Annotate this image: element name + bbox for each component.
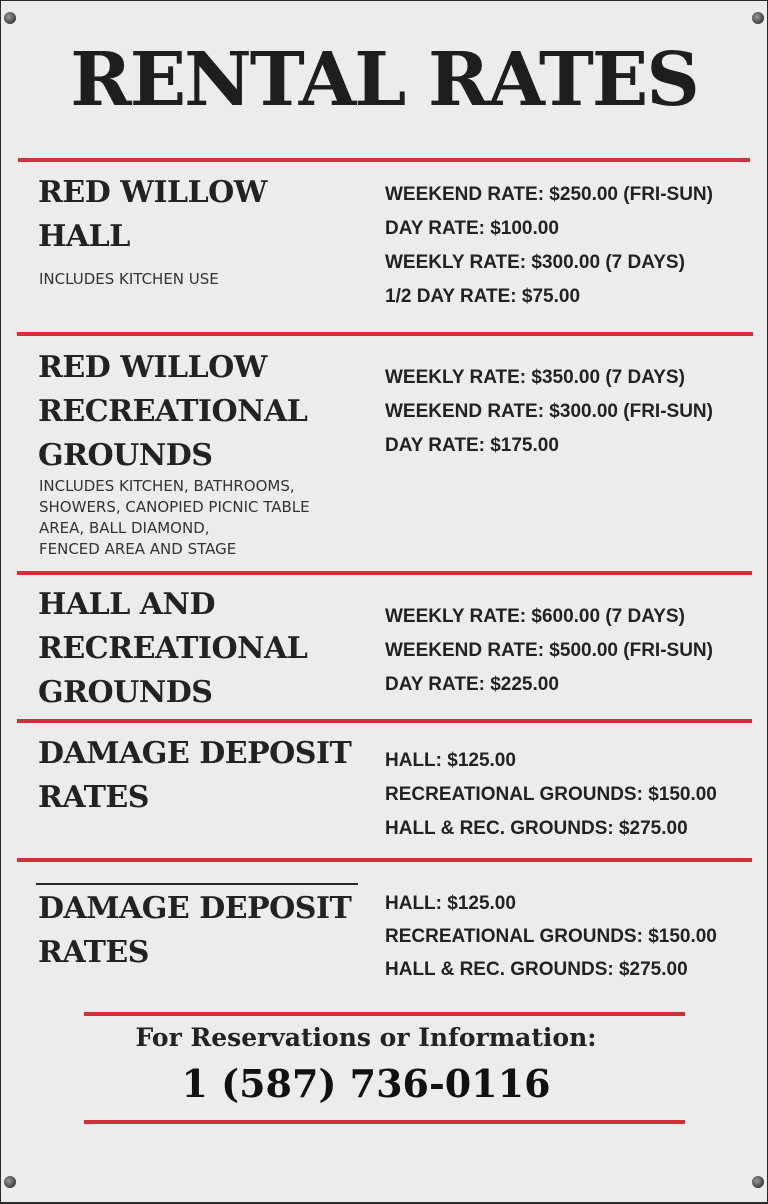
note-line: AREA, BALL DIAMOND, bbox=[39, 519, 210, 537]
section-name-line: DAMAGE DEPOSIT bbox=[38, 736, 352, 771]
rate-item: RECREATIONAL GROUNDS: $150.00 bbox=[385, 926, 717, 947]
section-name-line: RED WILLOW bbox=[38, 175, 267, 210]
section-note-hall: INCLUDES KITCHEN USE bbox=[39, 270, 219, 288]
section-name-line: HALL AND bbox=[38, 587, 215, 622]
section-name-line: RATES bbox=[38, 935, 149, 970]
screw-icon bbox=[4, 12, 16, 24]
section-divider bbox=[17, 332, 753, 336]
note-line: SHOWERS, CANOPIED PICNIC TABLE bbox=[39, 498, 310, 516]
section-name-line: RED WILLOW bbox=[38, 350, 267, 385]
section-divider bbox=[17, 858, 752, 862]
rate-list-damage-deposit bbox=[385, 744, 717, 846]
section-name-line: RECREATIONAL bbox=[38, 631, 308, 666]
section-name-line: RECREATIONAL bbox=[38, 394, 308, 429]
rate-list-hall bbox=[385, 178, 713, 314]
rate-item: HALL & REC. GROUNDS: $275.00 bbox=[385, 959, 688, 980]
rate-item: WEEKEND RATE: $500.00 (FRI-SUN) bbox=[385, 640, 713, 661]
section-divider bbox=[17, 571, 752, 575]
rate-item: WEEKLY RATE: $600.00 (7 DAYS) bbox=[385, 606, 685, 627]
section-divider bbox=[18, 158, 750, 162]
rate-item: WEEKLY RATE: $300.00 (7 DAYS) bbox=[385, 252, 685, 273]
screw-icon bbox=[752, 12, 764, 24]
phone-number: 1 (587) 736-0116 bbox=[181, 1061, 551, 1106]
rate-item: WEEKEND RATE: $300.00 (FRI-SUN) bbox=[385, 401, 713, 422]
page-title: RENTAL RATES bbox=[70, 37, 698, 123]
section-name-damage-deposit bbox=[38, 732, 351, 820]
rate-item: WEEKLY RATE: $350.00 (7 DAYS) bbox=[385, 367, 685, 388]
rate-item: HALL & REC. GROUNDS: $275.00 bbox=[385, 818, 688, 839]
screw-icon bbox=[752, 1176, 764, 1188]
section-note-grounds bbox=[39, 476, 310, 560]
rate-list-damage-deposit-repeat bbox=[385, 887, 717, 986]
rental-rates-sign bbox=[1, 1, 767, 1202]
section-name-line: DAMAGE DEPOSIT bbox=[38, 891, 352, 926]
rate-list-hall-and-grounds bbox=[385, 600, 713, 702]
note-line: INCLUDES KITCHEN, BATHROOMS, bbox=[39, 477, 295, 495]
contact-divider-bottom bbox=[84, 1120, 685, 1124]
section-name-grounds bbox=[38, 346, 307, 478]
rate-list-grounds bbox=[385, 361, 713, 463]
section-name-line: HALL bbox=[38, 219, 130, 254]
contact-divider-top bbox=[84, 1012, 685, 1016]
contact-label: For Reservations or Information: bbox=[135, 1023, 597, 1052]
section-name-line: RATES bbox=[38, 780, 149, 815]
rate-item: WEEKEND RATE: $250.00 (FRI-SUN) bbox=[385, 184, 713, 205]
section-name-hall bbox=[38, 171, 267, 259]
section-divider bbox=[17, 719, 752, 723]
section-name-damage-deposit-repeat bbox=[38, 887, 351, 975]
note-line: FENCED AREA AND STAGE bbox=[39, 540, 237, 558]
rate-item: DAY RATE: $100.00 bbox=[385, 218, 559, 239]
section-underline bbox=[36, 883, 358, 885]
rate-item: DAY RATE: $175.00 bbox=[385, 435, 559, 456]
rate-item: 1/2 DAY RATE: $75.00 bbox=[385, 286, 581, 307]
rate-item: RECREATIONAL GROUNDS: $150.00 bbox=[385, 784, 717, 805]
section-name-hall-and-grounds bbox=[38, 583, 307, 715]
section-name-line: GROUNDS bbox=[38, 438, 213, 473]
rate-item: DAY RATE: $225.00 bbox=[385, 674, 559, 695]
rate-item: HALL: $125.00 bbox=[385, 893, 516, 914]
rate-item: HALL: $125.00 bbox=[385, 750, 516, 771]
section-name-line: GROUNDS bbox=[38, 675, 213, 710]
screw-icon bbox=[4, 1176, 16, 1188]
